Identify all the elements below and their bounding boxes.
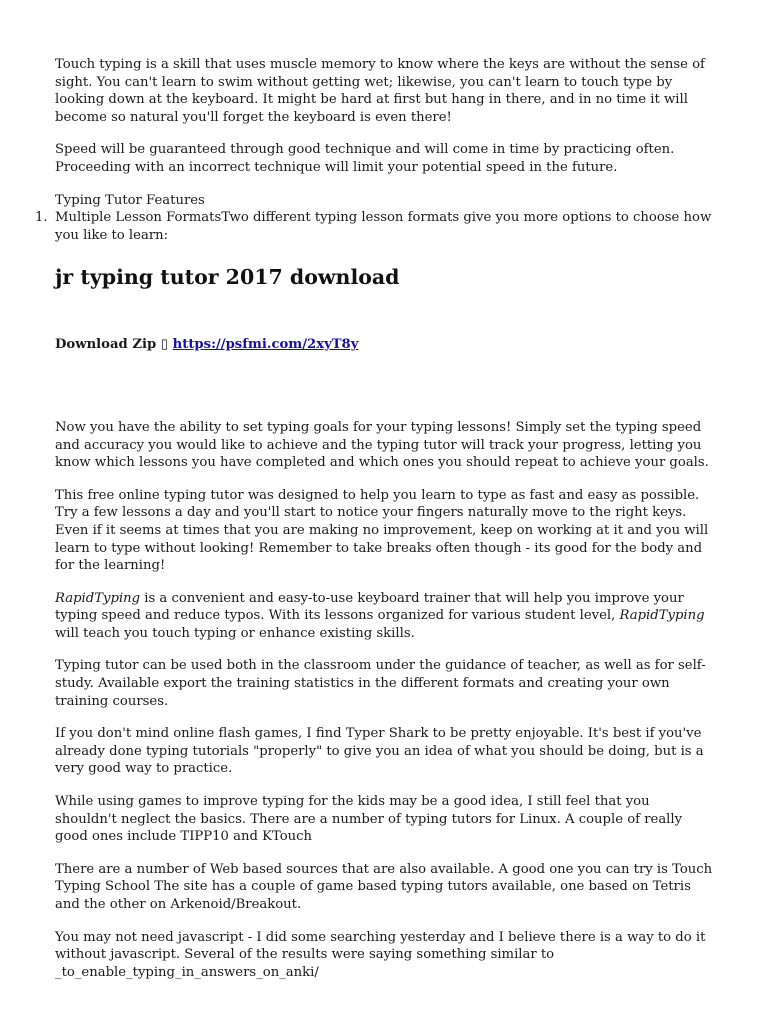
page-title: jr typing tutor 2017 download: [55, 265, 400, 290]
features-list: [35, 209, 715, 244]
download-line: [55, 336, 715, 354]
intro-paragraph-1: Touch typing is a skill that uses muscle memory to know where the keys are without the sense of sight. You can't learn to swim without getting wet; likewise, you can't learn to touch type by looking down at the keyboard. It might be hard at first but hang in there, and in no time it will become so natural you'll forget the keyboard is even there!: [55, 57, 705, 125]
body-paragraph-goals: Now you have the ability to set typing goals for your typing lessons! Simply set the typing speed and accuracy you would like to achieve and the typing tutor will track your progress, letting you know which lessons you have completed and which ones you should repeat to achieve your goals.: [55, 419, 709, 471]
download-label: Download Zip: [55, 337, 157, 353]
body-paragraph-rapidtyping: [55, 590, 715, 643]
download-link[interactable]: https://psfmi.com/2xyT8y: [172, 337, 359, 353]
list-item: [35, 209, 715, 244]
features-title: Typing Tutor Features: [55, 192, 205, 208]
body-paragraph-free-tutor: This free online typing tutor was designed to help you learn to type as fast and easy as possible. Try a few lessons a day and you'll start to notice your fingers naturally move to the right keys. Even if it seems at times that you are making no improvement, keep on working at it and you will learn to type without looking! Remember to take breaks often though - its good for the body and for the learning!: [55, 487, 709, 574]
list-item-text: Multiple Lesson FormatsTwo different typing lesson formats give you more options to choose how you like to learn:: [55, 210, 712, 243]
intro-paragraph-2: Speed will be guaranteed through good technique and will come in time by practicing often. Proceeding with an incorrect technique will limit your potential speed in the future.: [55, 142, 675, 175]
article-body: [55, 419, 715, 981]
body-paragraph-web-sources: There are a number of Web based sources that are also available. A good one you can try is Touch Typing School The site has a couple of game based typing tutors available, one based on Tetris and the other on Arkenoid/Breakout.: [55, 861, 713, 912]
rapidtyping-name: RapidTyping: [55, 590, 141, 606]
body-paragraph-classroom: Typing tutor can be used both in the classroom under the guidance of teacher, as well as for self-study. Available export the training statistics in the different formats and creating your own training courses.: [55, 658, 706, 709]
missing-glyph-icon: ▯: [160, 337, 169, 353]
body-paragraph-linux-tutors: While using games to improve typing for the kids may be a good idea, I still feel that you shouldn't neglect the basics. There are a number of typing tutors for Linux. A couple of really good ones include TIPP10 and KTouch: [55, 794, 683, 845]
body-paragraph-javascript: You may not need javascript - I did some searching yesterday and I believe there is a way to do it without javascript. Several of the results were saying something similar to _to_enable_typing_in_answers_on_anki/: [55, 929, 706, 980]
rapidtyping-text-2: will teach you touch typing or enhance existing skills.: [55, 625, 415, 641]
list-item-number: 1.: [35, 210, 48, 226]
body-paragraph-typer-shark: If you don't mind online flash games, I find Typer Shark to be pretty enjoyable. It's best if you've already done typing tutorials "properly" to give you an idea of what you should be doing, but is a very good way to practice.: [55, 726, 704, 777]
document-page: [35, 56, 715, 996]
rapidtyping-name: RapidTyping: [619, 608, 705, 624]
rapidtyping-text-1: is a convenient and easy-to-use keyboard trainer that will help you improve your typing speed and reduce typos. With its lessons organized for various student level,: [55, 590, 684, 624]
